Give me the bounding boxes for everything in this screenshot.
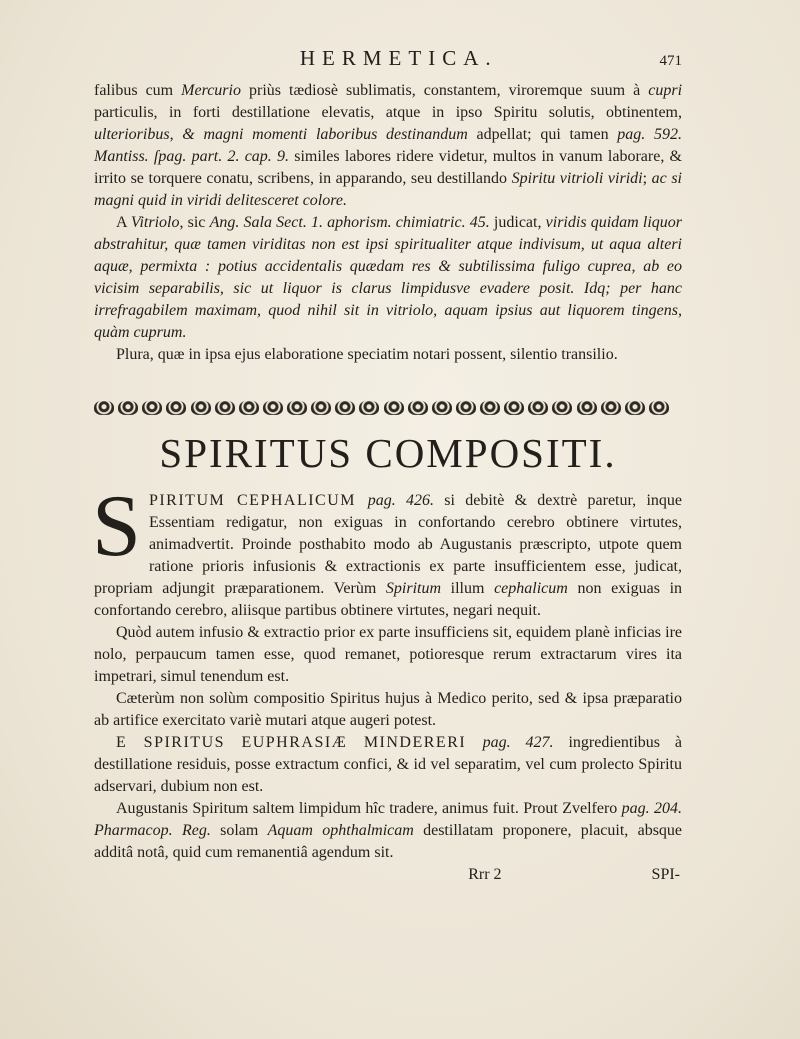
section-title: SPIRITUS COMPOSITI.	[159, 430, 617, 476]
paragraph	[94, 622, 682, 688]
running-head	[94, 46, 682, 76]
paragraph	[94, 212, 682, 344]
ornament-unit	[577, 400, 597, 415]
text-run: adpellat; qui tamen	[467, 126, 618, 143]
ornament-unit	[552, 400, 572, 415]
running-title: HERMETICA.	[299, 46, 498, 70]
ornament-unit	[456, 400, 476, 415]
italic-run: Vitriolo	[130, 214, 180, 231]
text-run: destillatam proponere, placuit, absque additâ notâ, quid cum remanentiâ agendum sit.	[94, 822, 683, 861]
italic-run: pag. 204. Pharmacop. Reg.	[94, 800, 683, 839]
ornament-unit	[480, 400, 500, 415]
ornament-unit	[359, 400, 379, 415]
italic-run: pag. 426.	[367, 492, 435, 509]
ornamental-border	[94, 396, 669, 418]
italic-run: Spiritum	[385, 580, 442, 597]
italic-run: ac si magni quid in viridi delitesceret colore.	[94, 170, 683, 209]
ornament-unit	[94, 400, 114, 415]
ornament-unit	[142, 400, 162, 415]
text-run: , sic	[179, 214, 210, 231]
drop-cap: S	[92, 478, 141, 575]
text-run: Cæterùm non solùm compositio Spiritus hujus à Medico perito, sed & ipsa præparatio ab artifice exercitato variè mutari atque augeri potest.	[94, 690, 682, 729]
italic-run: pag. 427.	[482, 734, 554, 751]
paragraph-text	[92, 478, 683, 619]
ornament-unit	[311, 400, 331, 415]
page-number: 471	[659, 53, 682, 69]
ornament-unit	[118, 400, 138, 415]
text-run: solam	[210, 822, 268, 839]
italic-run: pag. 592. Mantiss. ſpag. part. 2. cap. 9.	[94, 126, 683, 165]
text-run: ingredientibus à destillatione residuis, posse extractum confici, & id vel separatim, vel cum prolecto Spiritu adservari, dubium non est.	[94, 734, 683, 795]
text-run: ,	[169, 126, 183, 143]
ornament-unit	[601, 400, 621, 415]
paragraph	[94, 688, 682, 732]
text-run: falibus cum	[94, 82, 182, 99]
paragraph	[94, 80, 682, 212]
ornament-unit	[408, 400, 428, 415]
italic-run: Aquam ophthalmicam	[267, 822, 414, 839]
text-run: similes labores ridere videtur, multos in vanum laborare, & irrito se torquere conatu, scribens, in apparando, seu destillando	[94, 148, 682, 187]
text-run: priùs tædiosè sublimatis, constantem, viroremque suum à	[240, 82, 649, 99]
paragraph	[92, 478, 683, 622]
italic-run: Mercurio	[181, 82, 241, 99]
text-run: ;	[642, 170, 652, 187]
ornament-unit	[263, 400, 283, 415]
text-run: A	[116, 214, 131, 231]
italic-run: cephalicum	[494, 580, 568, 597]
text-run: illum	[441, 580, 495, 597]
ornament-unit	[287, 400, 307, 415]
ornament-unit	[625, 400, 645, 415]
italic-run: & magni momenti laboribus destinandum	[182, 126, 468, 143]
paragraph	[94, 732, 682, 798]
text-run: Plura, quæ in ipsa ejus elaboratione speciatim notari possent, silentio transilio.	[116, 346, 618, 363]
ornament-unit	[432, 400, 452, 415]
text-run: particulis, in forti destillatione elevatis, atque in ipso Spiritu solutis, obtinentem,	[94, 104, 682, 121]
text-run: judicat,	[489, 214, 546, 231]
ornament-unit	[215, 400, 235, 415]
page-footer	[94, 864, 682, 886]
italic-run: Spiritu vitrioli viridi	[511, 170, 643, 187]
italic-run: Ang. Sala Sect. 1. aphorism. chimiatric. 45.	[209, 214, 490, 231]
ornament-unit	[191, 400, 211, 415]
italic-run: ulterioribus	[94, 126, 170, 143]
ornament-unit	[504, 400, 524, 415]
text-run: Quòd autem infusio & extractio prior ex parte insufficiens sit, equidem planè inficias ire nolo, perpaucum tamen esse, quod remanet, potioresque rerum extractarum vires ita impetrari, simul tenendum est.	[94, 624, 682, 685]
text-run: non exiguas in confortando cerebro, aliisque partibus obtinere virtutes, negari nequit.	[94, 580, 683, 619]
paragraph	[94, 344, 682, 366]
ornament-unit	[239, 400, 259, 415]
signature-mark: Rrr 2	[468, 866, 502, 883]
text-run: PIRITUM CEPHALICUM	[148, 492, 368, 509]
catchword: SPI-	[651, 866, 680, 883]
text-run: Augustanis Spiritum saltem limpidum hîc tradere, animus fuit. Prout Zvelfero	[116, 800, 622, 817]
paragraph	[94, 798, 682, 864]
text-run: si debitè & dextrè paretur, inque Essentiam redigatur, non exiguas in confortando cerebro obtinere virtutes, animadvertit. Proinde posthabito modo ab Augustanis præscripto, utpote quem ratione prioris infusionis & extractionis ex parte insufficientem esse, judicat, propriam adjungit præparationem. Verùm	[94, 492, 682, 597]
italic-run: viridis quidam liquor abstrahitur, quæ tamen viriditas non est ipsi spiritualiter atque indivisum, ut aqua alteri aquæ, permixta : potius accidentalis quædam res & subtilissima fuligo cuprea, ab eo vicisim separabilis, sic ut liquor is clarus limpidusve evadere posit. Idq; per hanc irrefragabilem maximam, quod nihil sit in vitriolo, aquam ipsius aut liquorem tingens, quàm cuprum.	[94, 214, 683, 341]
ornament-unit	[335, 400, 355, 415]
ornament-unit	[166, 400, 186, 415]
text-run: E SPIRITUS EUPHRASIÆ MINDERERI	[116, 734, 483, 751]
italic-run: cupri	[648, 82, 683, 99]
ornament-unit	[649, 400, 669, 415]
ornament-unit	[528, 400, 548, 415]
ornament-unit	[384, 400, 404, 415]
